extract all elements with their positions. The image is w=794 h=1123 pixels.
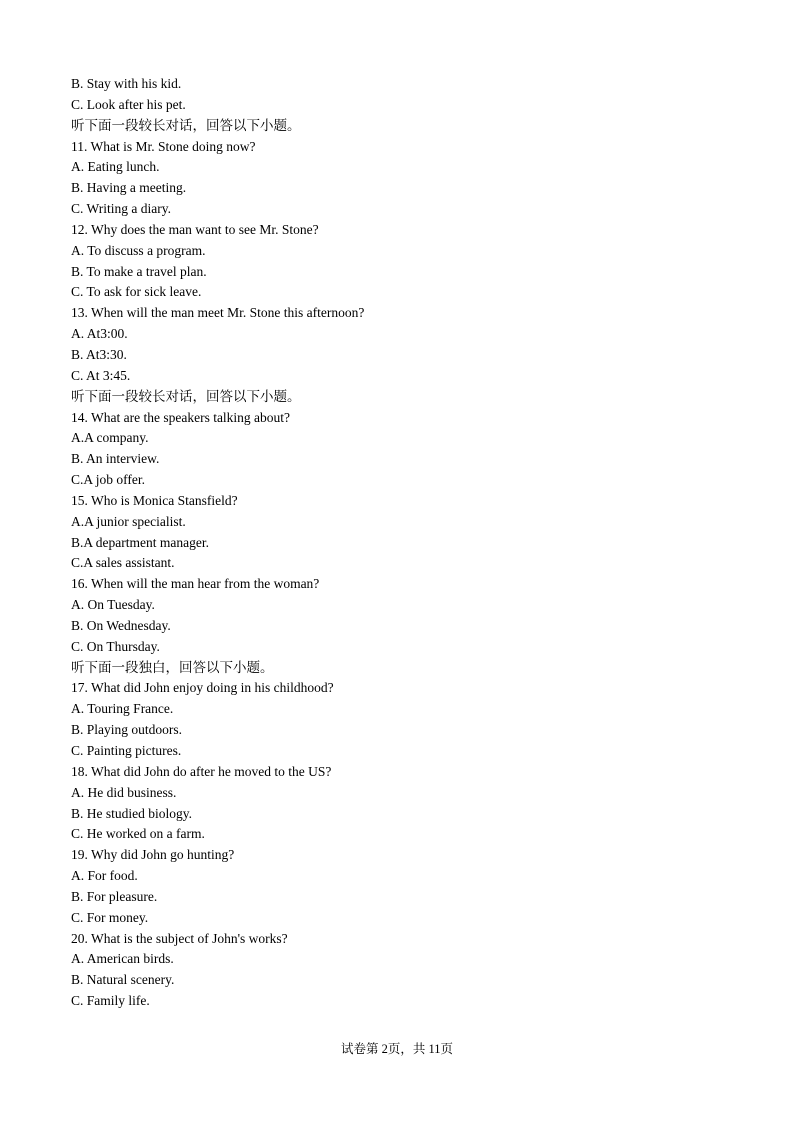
question-17-option-a: A. Touring France. <box>71 701 174 717</box>
section-instruction: 听下面一段独白，回答以下小题。 <box>71 659 274 675</box>
question-15: 15. Who is Monica Stansfield? <box>71 492 238 508</box>
question-17-option-b: B. Playing outdoors. <box>71 722 183 738</box>
question-12-option-c: C. To ask for sick leave. <box>71 284 202 300</box>
question-13-option-a: A. At3:00. <box>71 326 128 342</box>
question-18-option-b: B. He studied biology. <box>71 805 192 821</box>
question-16-option-b: B. On Wednesday. <box>71 617 171 633</box>
question-11-option-c: C. Writing a diary. <box>71 201 171 217</box>
option-b-stay-with-kid: B. Stay with his kid. <box>71 76 182 91</box>
question-15-option-c: C.A sales assistant. <box>71 555 175 571</box>
question-19-option-c: C. For money. <box>71 909 149 925</box>
question-12-option-b: B. To make a travel plan. <box>71 263 207 279</box>
question-19-option-b: B. For pleasure. <box>71 888 158 904</box>
question-14: 14. What are the speakers talking about? <box>71 409 291 425</box>
question-18-option-c: C. He worked on a farm. <box>71 826 205 842</box>
question-13: 13. When will the man meet Mr. Stone this afternoon? <box>71 305 365 321</box>
question-20-option-a: A. American birds. <box>71 951 174 967</box>
question-14-option-c: C.A job offer. <box>71 472 145 488</box>
question-20-option-c: C. Family life. <box>71 993 150 1009</box>
question-16-option-a: A. On Tuesday. <box>71 597 155 613</box>
question-20-option-b: B. Natural scenery. <box>71 972 175 988</box>
page-footer: 试卷第 2页，共 11页 <box>340 1042 454 1056</box>
question-19-option-a: A. For food. <box>71 868 138 884</box>
question-13-option-c: C. At 3:45. <box>71 367 131 383</box>
question-16: 16. When will the man hear from the woman? <box>71 576 320 592</box>
question-11-option-a: A. Eating lunch. <box>71 159 160 175</box>
question-12-option-a: A. To discuss a program. <box>71 242 206 258</box>
question-18-option-a: A. He did business. <box>71 784 177 800</box>
question-17: 17. What did John enjoy doing in his childhood? <box>71 680 334 696</box>
option-c-look-after-pet: C. Look after his pet. <box>71 96 186 112</box>
question-18: 18. What did John do after he moved to the US? <box>71 763 332 779</box>
question-11: 11. What is Mr. Stone doing now? <box>71 138 256 154</box>
question-14-option-b: B. An interview. <box>71 451 160 467</box>
question-17-option-c: C. Painting pictures. <box>71 743 182 758</box>
question-16-option-c: C. On Thursday. <box>71 638 160 654</box>
section-instruction: 听下面一段较长对话，回答以下小题。 <box>71 117 301 133</box>
question-13-option-b: B. At3:30. <box>71 346 127 362</box>
question-19: 19. Why did John go hunting? <box>71 847 235 863</box>
question-15-option-a: A.A junior specialist. <box>71 513 186 529</box>
question-15-option-b: B.A department manager. <box>71 534 209 550</box>
section-instruction: 听下面一段较长对话，回答以下小题。 <box>71 388 301 404</box>
question-14-option-a: A.A company. <box>71 430 149 446</box>
question-20: 20. What is the subject of John's works? <box>71 930 288 946</box>
question-12: 12. Why does the man want to see Mr. Stone? <box>71 221 319 237</box>
question-11-option-b: B. Having a meeting. <box>71 180 187 196</box>
document-body <box>71 74 731 1012</box>
